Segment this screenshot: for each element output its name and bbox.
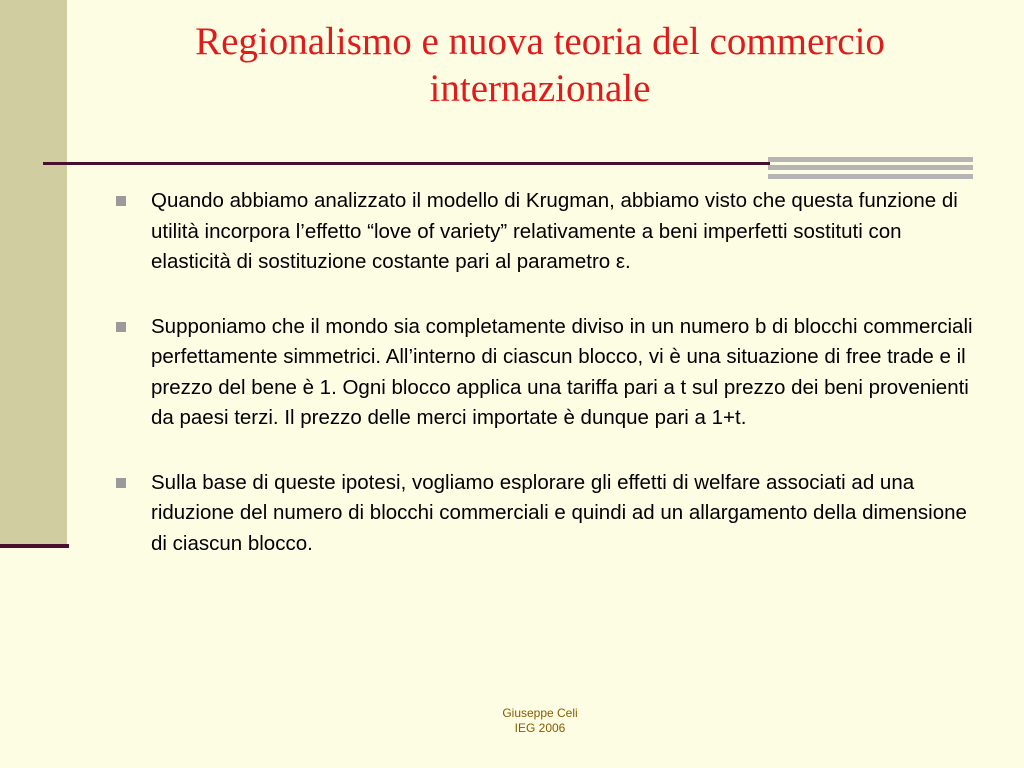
accent-bar: [768, 165, 973, 170]
bullet-text: Quando abbiamo analizzato il modello di Krugman, abbiamo visto che questa funzione di utilità incorpora l’effetto “love of variety” relativamente a beni imperfetti sostituti con elasticità di sostituzione costante pari al parametro ε.: [151, 189, 958, 273]
bullet-list: [116, 186, 976, 593]
accent-bar: [768, 157, 973, 162]
bullet-item: [116, 468, 976, 560]
bullet-item: [116, 186, 976, 278]
bullet-text: Sulla base di queste ipotesi, vogliamo esplorare gli effetti di welfare associati ad una riduzione del numero di blocchi commerciali e quindi ad un allargamento della dimensione di ciascun blocco.: [151, 470, 967, 555]
square-bullet-icon: [116, 196, 126, 206]
footer-event: IEG 2006: [514, 721, 566, 735]
left-bar-rule: [0, 544, 69, 548]
title-divider: [43, 162, 770, 165]
accent-bar: [768, 174, 973, 179]
slide-footer: [470, 706, 610, 736]
bullet-item: [116, 312, 976, 434]
slide-title: Regionalismo e nuova teoria del commercio internazionale: [195, 20, 885, 110]
footer-author: Giuseppe Celi: [502, 706, 578, 720]
left-decorative-bar: [0, 0, 67, 544]
divider-accent: [768, 157, 973, 179]
square-bullet-icon: [116, 322, 126, 332]
square-bullet-icon: [116, 478, 126, 488]
bullet-text: Supponiamo che il mondo sia completamente diviso in un numero b di blocchi commerciali perfettamente simmetrici. All’interno di ciascun blocco, vi è una situazione di free trade e il prezzo del bene è 1. Ogni blocco applica una tariffa pari a t sul prezzo dei beni provenienti da paesi terzi. Il prezzo delle merci importate è dunque pari a 1+t.: [151, 314, 973, 429]
